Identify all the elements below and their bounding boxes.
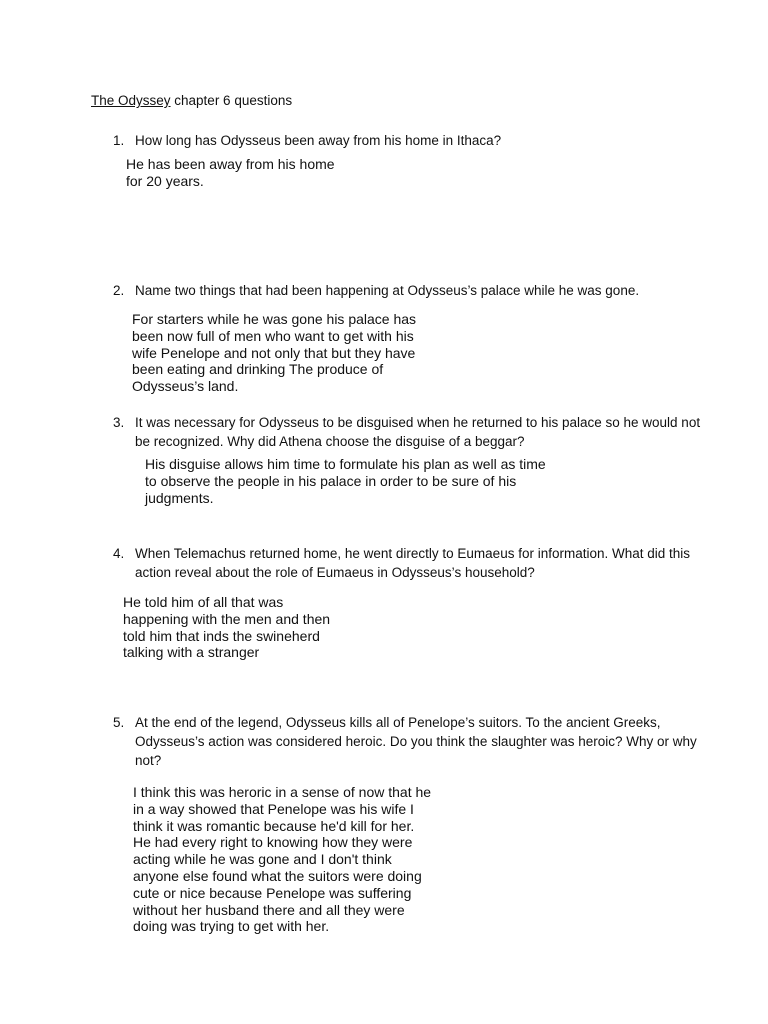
title-book-name: The Odyssey: [91, 93, 171, 108]
answer-line: Odysseus’s land.: [132, 378, 239, 395]
answer-line: judgments.: [145, 489, 214, 506]
question-number: 5.: [113, 715, 125, 730]
question-text: When Telemachus returned home, he went directly to Eumaeus for information. What did this action reveal about the role of Eumaeus in Odysseus’s household?: [135, 546, 691, 580]
answer-line: His disguise allows him time to formulate his plan as well as time: [145, 456, 546, 472]
title-rest: chapter 6 questions: [170, 93, 293, 108]
answer-line: in a way showed that Penelope was his wife I: [133, 800, 414, 817]
question-text: Name two things that had been happening at Odysseus’s palace while he was gone.: [135, 283, 640, 298]
question-number: 1.: [113, 133, 125, 148]
question-text: How long has Odysseus been away from his home in Ithaca?: [135, 133, 502, 148]
answer-line: For starters while he was gone his palace has: [132, 311, 417, 327]
document-title: [91, 93, 292, 109]
answer-line: for 20 years.: [126, 172, 204, 189]
answer-line: think it was romantic because he'd kill for her.: [133, 817, 415, 834]
answer-3: [145, 456, 546, 506]
question-number: 4.: [113, 546, 125, 561]
answer-line: He told him of all that was: [123, 594, 284, 610]
answer-line: been eating and drinking The produce of: [132, 361, 384, 378]
answer-2: [132, 311, 416, 395]
question-number: 2.: [113, 283, 125, 298]
answer-line: to observe the people in his palace in order to be sure of his: [145, 472, 517, 489]
answer-line: He has been away from his home: [126, 156, 335, 172]
question-text: At the end of the legend, Odysseus kills all of Penelope’s suitors. To the ancient Greeks, Odysseus’s action was considered heroic. Do you think the slaughter was heroic? Why or why not?: [135, 715, 697, 768]
answer-line: I think this was heroric in a sense of now that he: [133, 784, 432, 800]
answer-4: [123, 594, 330, 661]
answer-line: wife Penelope and not only that but they have: [132, 344, 416, 361]
answer-line: cute or nice because Penelope was suffering: [133, 884, 412, 901]
answer-line: talking with a stranger: [123, 644, 260, 661]
answer-line: told him that inds the swineherd: [123, 627, 320, 644]
question-number: 3.: [113, 415, 125, 430]
answer-line: doing was trying to get with her.: [133, 918, 330, 935]
answer-line: anyone else found what the suitors were doing: [133, 867, 422, 884]
answer-line: without her husband there and all they were: [133, 901, 405, 918]
answer-line: He had every right to knowing how they were: [133, 834, 413, 851]
answer-5: [133, 784, 431, 935]
answer-line: acting while he was gone and I don't think: [133, 851, 392, 868]
question-text: It was necessary for Odysseus to be disguised when he returned to his palace so he would not be recognized. Why did Athena choose the disguise of a beggar?: [135, 415, 701, 449]
answer-1: [126, 156, 335, 190]
answer-line: happening with the men and then: [123, 610, 331, 627]
answer-line: been now full of men who want to get with his: [132, 327, 414, 344]
